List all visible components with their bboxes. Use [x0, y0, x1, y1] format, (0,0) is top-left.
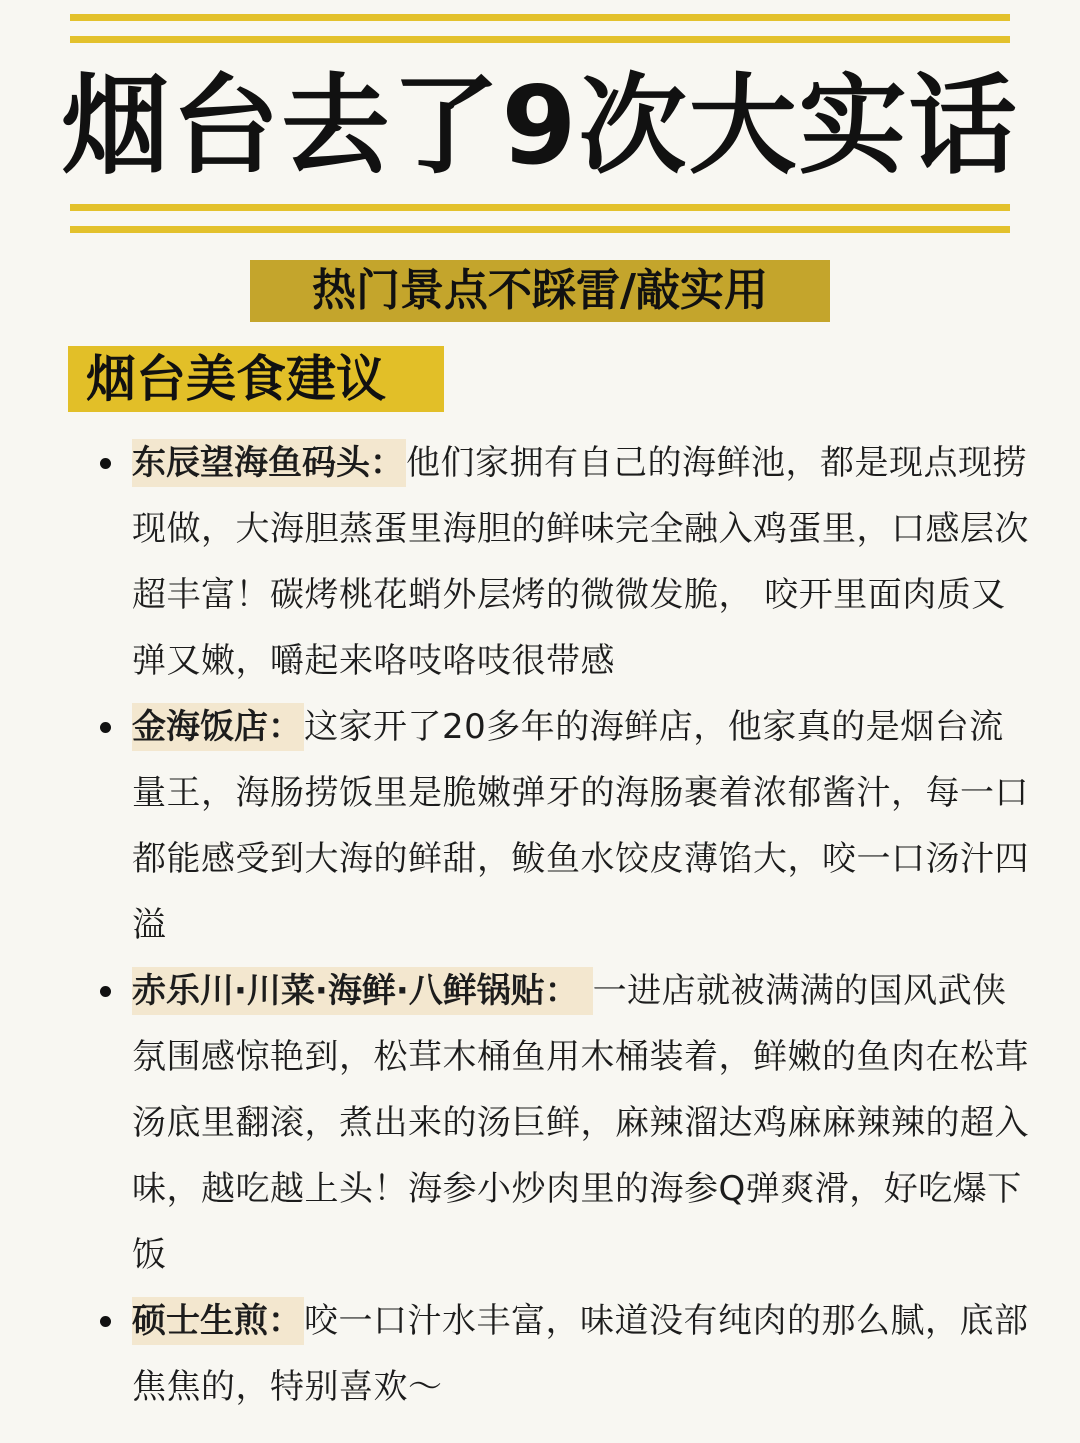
restaurant-description: 这家开了20多年的海鲜店，他家真的是烟台流量王，海肠捞饭里是脆嫩弹牙的海肠裹着浓郁酱汁，每一口都能感受到大海的鲜甜，鲅鱼水饺皮薄馅大，咬一口汤汁四溢 — [132, 707, 1029, 945]
restaurant-name: 硕士生煎： — [132, 1297, 304, 1345]
list-item — [0, 958, 1080, 1288]
restaurant-name: 赤乐川·川菜·海鲜·八鲜锅贴： — [132, 967, 593, 1015]
restaurant-name: 东辰望海鱼码头： — [132, 439, 406, 487]
bullet-dot — [100, 986, 111, 997]
restaurant-description: 咬一口汁水丰富，味道没有纯肉的那么腻，底部焦焦的，特别喜欢～ — [132, 1301, 1029, 1407]
top-rule-2 — [70, 36, 1010, 43]
list-item — [0, 1288, 1080, 1420]
restaurant-list — [0, 430, 1080, 1420]
section-heading: 烟台美食建议 — [68, 346, 444, 412]
list-item — [0, 694, 1080, 958]
restaurant-description: 他们家拥有自己的海鲜池，都是现点现捞现做，大海胆蒸蛋里海胆的鲜味完全融入鸡蛋里，口感层次超丰富！碳烤桃花蛸外层烤的微微发脆， 咬开里面肉质又弹又嫩，嚼起来咯吱咯吱很带感 — [132, 443, 1029, 681]
bullet-dot — [100, 1316, 111, 1327]
bullet-dot — [100, 458, 111, 469]
page-title: 烟台去了9次大实话 — [61, 64, 1019, 189]
bullet-dot — [100, 722, 111, 733]
top-rule-1 — [70, 14, 1010, 21]
restaurant-name: 金海饭店： — [132, 703, 304, 751]
bottom-rule-2 — [70, 226, 1010, 233]
bottom-rule-1 — [70, 204, 1010, 211]
list-item — [0, 430, 1080, 694]
restaurant-description: 一进店就被满满的国风武侠氛围感惊艳到，松茸木桶鱼用木桶装着，鲜嫩的鱼肉在松茸汤底里翻滚，煮出来的汤巨鲜，麻辣溜达鸡麻麻辣辣的超入味，越吃越上头！海参小炒肉里的海参Q弹爽滑，好吃爆下饭 — [132, 971, 1029, 1275]
subtitle-banner: 热门景点不踩雷/敲实用 — [250, 260, 830, 322]
